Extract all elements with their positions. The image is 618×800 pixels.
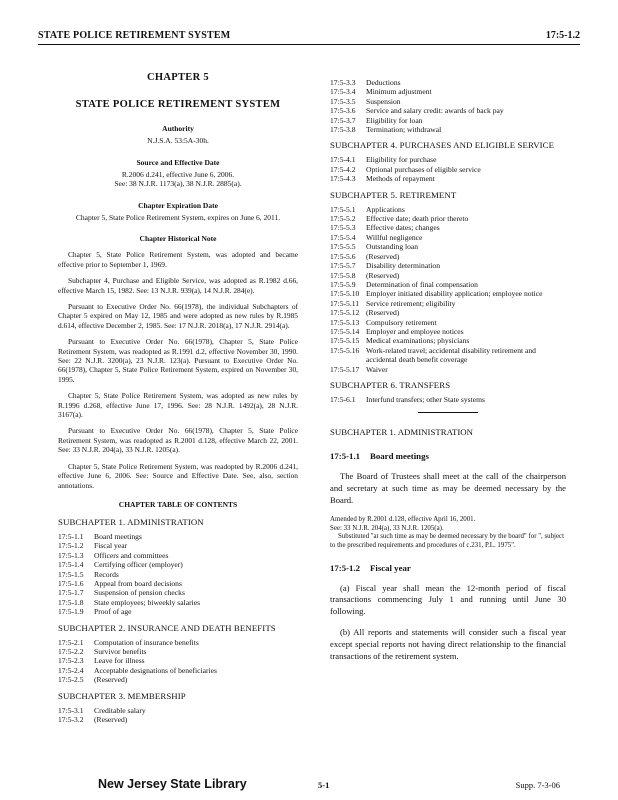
toc-subchapter-4: SUBCHAPTER 4. PURCHASES AND ELIGIBLE SERVICE: [330, 140, 555, 151]
toc-entry[interactable]: 17:5-5.1 Applications: [330, 204, 405, 214]
supplement-date: Supp. 7-3-06: [515, 780, 560, 790]
toc-entry[interactable]: 17:5-3.2 (Reserved): [58, 715, 128, 724]
section-heading-1-2: [330, 563, 566, 573]
source-label: Source and Effective Date: [136, 157, 220, 167]
expiration-label: Chapter Expiration Date: [138, 200, 218, 210]
toc-heading: CHAPTER TABLE OF CONTENTS: [118, 499, 238, 509]
page-number: 5-1: [318, 780, 330, 790]
historical-para: Subchapter 4, Purchase and Eligible Service, was adopted as R.1982 d.66, effective March 15, 1982. See: 13 N.J.R. 939(a), 14 N.J.R. 284(e).: [58, 276, 298, 295]
toc-entry[interactable]: 17:5-1.2 Fiscal year: [58, 541, 128, 551]
toc-subchapter-6: SUBCHAPTER 6. TRANSFERS: [330, 379, 451, 390]
subchapter-heading: SUBCHAPTER 1. ADMINISTRATION: [330, 427, 473, 438]
historical-para: Chapter 5, State Police Retirement System, was adopted as new rules by R.1996 d.268, effective June 17, 1996. See: 28 N.J.R. 1492(a), 28 N.J.R. 3167(a).: [58, 391, 298, 420]
toc-entry[interactable]: 17:5-5.13 Compulsory retirement: [330, 317, 437, 327]
toc-entry[interactable]: 17:5-5.3 Effective dates; changes: [330, 223, 440, 233]
toc-entry[interactable]: 17:5-3.5 Suspension: [330, 96, 401, 106]
amendment-note: [330, 516, 566, 550]
toc-list-sub3-continued: [330, 78, 566, 134]
toc-entry[interactable]: 17:5-5.10 Employer initiated disability application; employee notice: [330, 289, 543, 299]
section-divider: [418, 412, 478, 413]
toc-list-sub2: [58, 638, 298, 685]
toc-entry[interactable]: 17:5-3.8 Termination; withdrawal: [330, 125, 442, 135]
toc-entry[interactable]: 17:5-2.5 (Reserved): [58, 675, 128, 685]
header-section-number: 17:5-1.2: [545, 30, 580, 41]
toc-list-sub3: [58, 706, 298, 725]
historical-para: Chapter 5, State Police Retirement System, was readopted by R.2006 d.241, effective June 6, 2006. See: Source and Effective Date. See, also, section annotations.: [58, 461, 298, 490]
toc-entry[interactable]: 17:5-1.9 Proof of age: [58, 607, 132, 617]
library-watermark: New Jersey State Library: [98, 777, 247, 791]
expiration-text: Chapter 5, State Police Retirement System, expires on June 6, 2011.: [75, 212, 281, 222]
toc-entry[interactable]: 17:5-1.4 Certifying officer (employer): [58, 560, 183, 570]
toc-list-sub1: [58, 532, 298, 617]
left-column: [58, 72, 298, 724]
toc-entry[interactable]: 17:5-5.16 Work-related travel; accidental disability retirement and accidental death benefit coverage: [330, 345, 536, 365]
toc-entry[interactable]: 17:5-2.4 Acceptable designations of beneficiaries: [58, 665, 217, 675]
historical-para: Pursuant to Executive Order No. 66(1978), Chapter 5, State Police Retirement System, was readopted as R.2001 d.128, effective March 22, 2001. See: 33 N.J.R. 204(a), 33 N.J.R. 1205(a).: [58, 426, 298, 455]
toc-entry[interactable]: 17:5-1.6 Appeal from board decisions: [58, 578, 182, 588]
section-heading-1-1: [330, 451, 566, 461]
historical-label: Chapter Historical Note: [139, 234, 217, 244]
toc-entry[interactable]: 17:5-6.1 Interfund transfers; other State systems: [330, 394, 485, 404]
toc-entry[interactable]: 17:5-4.3 Methods of repayment: [330, 174, 435, 184]
toc-subchapter-5: SUBCHAPTER 5. RETIREMENT: [330, 189, 457, 200]
toc-entry[interactable]: 17:5-5.2 Effective date; death prior thereto: [330, 214, 469, 224]
amendment-line: See: 33 N.J.R. 204(a), 33 N.J.R. 1205(a).: [330, 524, 444, 532]
amendment-line: Substituted "at such time as may be deemed necessary by the board" for ", subject to the prescribed requirements and procedures of c.231, P.L. 1975".: [330, 533, 565, 549]
historical-notes: [58, 250, 298, 490]
source-line-2: See: 38 N.J.R. 1173(a), 38 N.J.R. 2885(a).: [114, 179, 242, 189]
toc-entry[interactable]: 17:5-1.8 State employees; biweekly salaries: [58, 597, 201, 607]
toc-entry[interactable]: 17:5-5.4 Willful negligence: [330, 232, 423, 242]
right-column: [330, 78, 566, 672]
toc-entry[interactable]: 17:5-2.2 Survivor benefits: [58, 646, 147, 656]
toc-entry[interactable]: 17:5-5.12 (Reserved): [330, 308, 400, 318]
chapter-title: STATE POLICE RETIREMENT SYSTEM: [75, 99, 281, 110]
section-title: Fiscal year: [370, 562, 411, 573]
toc-entry[interactable]: 17:5-3.3 Deductions: [330, 78, 401, 87]
toc-entry[interactable]: 17:5-1.5 Records: [58, 569, 119, 579]
toc-list-sub5: [330, 205, 566, 374]
historical-para: Chapter 5, State Police Retirement System, was adopted and became effective prior to September 1, 1969.: [58, 250, 298, 269]
toc-subchapter-2: SUBCHAPTER 2. INSURANCE AND DEATH BENEFITS: [58, 622, 276, 633]
toc-subchapter-3: SUBCHAPTER 3. MEMBERSHIP: [58, 690, 186, 701]
section-title: Board meetings: [370, 451, 429, 462]
section-text-b: (b) All reports and statements will consider such a fiscal year except special reports not having direct relationship to the financial transactions of the retirement system.: [330, 627, 566, 661]
toc-list-sub6: [330, 395, 566, 404]
toc-entry[interactable]: 17:5-3.6 Service and salary credit: awards of back pay: [330, 106, 504, 116]
authority-text: N.J.S.A. 53:5A-30h.: [147, 136, 209, 145]
toc-entry[interactable]: 17:5-5.5 Outstanding loan: [330, 242, 419, 252]
historical-para: Pursuant to Executive Order No. 66(1978), Chapter 5, State Police Retirement System, was readopted as R.1991 d.2, effective November 30, 1990. See: 22 N.J.R. 3200(a), 23 N.J.R. 123(a). Pursuant to Executive Order No. 66(1978), Chapter 5, State Police Retirement System, expired on November 30, 1995.: [58, 337, 298, 384]
toc-entry[interactable]: 17:5-5.9 Determination of final compensation: [330, 279, 478, 289]
section-number: 17:5-1.2: [330, 562, 361, 573]
section-text: The Board of Trustees shall meet at the call of the chairperson and secretary at such time as may be deemed necessary by the Board.: [330, 471, 566, 505]
authority-label: Authority: [162, 124, 194, 133]
toc-entry[interactable]: 17:5-4.2 Optional purchases of eligible service: [330, 164, 481, 174]
toc-entry[interactable]: 17:5-1.1 Board meetings: [58, 531, 142, 541]
chapter-number: CHAPTER 5: [147, 72, 209, 83]
toc-entry[interactable]: 17:5-5.8 (Reserved): [330, 270, 400, 280]
toc-entry[interactable]: 17:5-1.7 Suspension of pension checks: [58, 588, 185, 598]
toc-entry[interactable]: 17:5-3.7 Eligibility for loan: [330, 115, 423, 125]
toc-entry[interactable]: 17:5-5.6 (Reserved): [330, 251, 400, 261]
historical-para: Pursuant to Executive Order No. 66(1978), the individual Subchapters of Chapter 5 expired on May 12, 1985 and were adopted as new rules by R.1985 d.614, effective December 2, 1985. See: 17 N.J.R. 2018(a), 17 N.J.R. 2914(a).: [58, 302, 298, 330]
toc-entry[interactable]: 17:5-1.3 Officers and committees: [58, 550, 169, 560]
header-title: STATE POLICE RETIREMENT SYSTEM: [38, 30, 231, 41]
toc-entry[interactable]: 17:5-5.14 Employer and employee notices: [330, 326, 464, 336]
toc-entry[interactable]: 17:5-5.15 Medical examinations; physicians: [330, 336, 470, 346]
running-header: [38, 30, 580, 45]
source-line-1: R.2006 d.241, effective June 6, 2006.: [121, 169, 235, 179]
section-text-a: (a) Fiscal year shall mean the 12-month period of fiscal transactions commencing July 1 and running until June 30 following.: [330, 582, 566, 616]
toc-list-sub4: [330, 155, 566, 183]
amendment-line: Amended by R.2001 d.128, effective April 16, 2001.: [330, 516, 476, 524]
page-footer: [98, 777, 560, 793]
toc-entry[interactable]: 17:5-5.11 Service retirement; eligibility: [330, 298, 456, 308]
toc-subchapter-1: SUBCHAPTER 1. ADMINISTRATION: [58, 516, 204, 527]
section-number: 17:5-1.1: [330, 451, 361, 462]
toc-entry[interactable]: 17:5-5.17 Waiver: [330, 364, 388, 374]
toc-entry[interactable]: 17:5-2.1 Computation of insurance benefits: [58, 637, 199, 647]
toc-entry[interactable]: 17:5-2.3 Leave for illness: [58, 656, 145, 666]
toc-entry[interactable]: 17:5-5.7 Disability determination: [330, 261, 441, 271]
toc-entry[interactable]: 17:5-4.1 Eligibility for purchase: [330, 155, 437, 165]
toc-entry[interactable]: 17:5-3.1 Creditable salary: [58, 705, 146, 715]
toc-entry[interactable]: 17:5-3.4 Minimum adjustment: [330, 87, 432, 97]
